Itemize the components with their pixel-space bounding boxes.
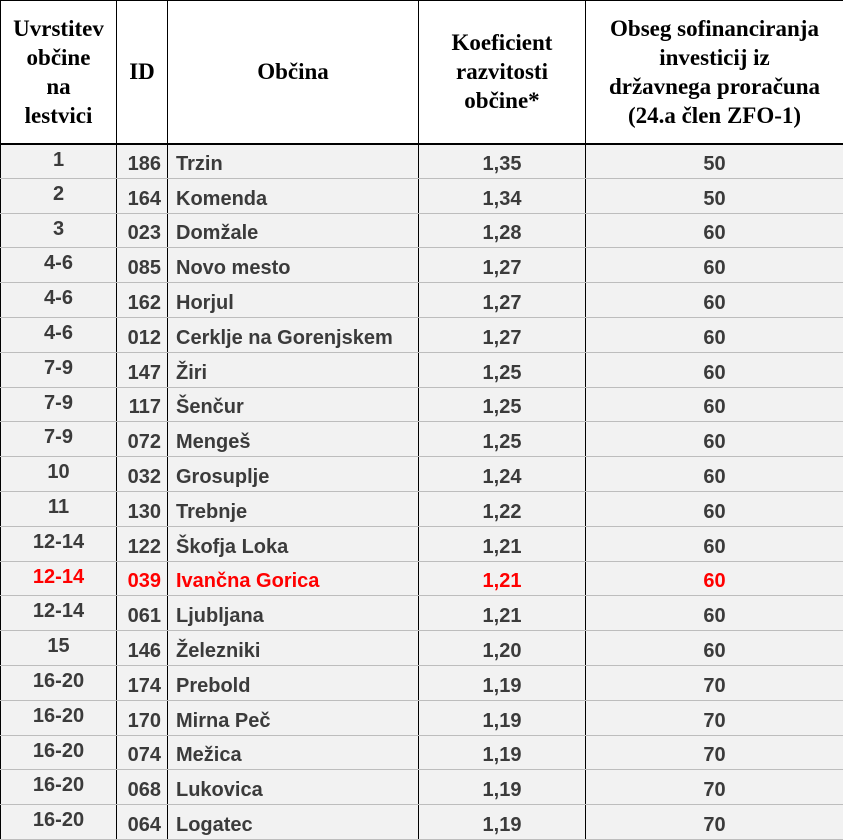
municipality-cell: Lukovica [168, 770, 419, 805]
table-row [1, 387, 843, 422]
id-cell: 023 [117, 213, 168, 248]
table-header-row [1, 1, 843, 144]
municipality-cell: Logatec [168, 805, 419, 840]
rank-cell: 16-20 [1, 735, 117, 770]
header-coefficient-line: Koeficient [422, 28, 582, 57]
cofinancing-cell: 70 [586, 700, 843, 735]
id-cell: 146 [117, 631, 168, 666]
table-row [1, 178, 843, 213]
municipality-cell: Grosuplje [168, 457, 419, 492]
municipality-cell: Ljubljana [168, 596, 419, 631]
municipality-cell: Komenda [168, 178, 419, 213]
coefficient-cell: 1,27 [419, 248, 586, 283]
id-cell: 074 [117, 735, 168, 770]
municipality-cell: Trzin [168, 144, 419, 179]
cofinancing-cell: 70 [586, 805, 843, 840]
id-cell: 186 [117, 144, 168, 179]
table-row [1, 596, 843, 631]
table-row [1, 317, 843, 352]
municipality-cell: Mengeš [168, 422, 419, 457]
table-row [1, 770, 843, 805]
coefficient-cell: 1,27 [419, 317, 586, 352]
header-rank-line: Uvrstitev [4, 14, 113, 43]
rank-cell: 7-9 [1, 352, 117, 387]
id-cell: 130 [117, 491, 168, 526]
rank-cell: 4-6 [1, 248, 117, 283]
table-row [1, 735, 843, 770]
cofinancing-cell: 60 [586, 283, 843, 318]
cofinancing-cell: 60 [586, 213, 843, 248]
rank-cell: 11 [1, 491, 117, 526]
rank-cell: 16-20 [1, 770, 117, 805]
table-row [1, 631, 843, 666]
id-cell: 164 [117, 178, 168, 213]
header-municipality: Občina [168, 1, 419, 144]
header-cofinancing-line: (24.a člen ZFO-1) [589, 101, 840, 130]
municipality-cell: Cerklje na Gorenjskem [168, 317, 419, 352]
table-row [1, 457, 843, 492]
header-cofinancing-line: državnega proračuna [589, 72, 840, 101]
table-row [1, 352, 843, 387]
id-cell: 117 [117, 387, 168, 422]
coefficient-cell: 1,19 [419, 805, 586, 840]
header-rank-line: občine [4, 43, 113, 72]
id-cell: 064 [117, 805, 168, 840]
rank-cell: 7-9 [1, 422, 117, 457]
rank-cell: 15 [1, 631, 117, 666]
coefficient-cell: 1,19 [419, 700, 586, 735]
municipality-cell: Mirna Peč [168, 700, 419, 735]
id-cell: 170 [117, 700, 168, 735]
municipality-cell: Mežica [168, 735, 419, 770]
rank-cell: 16-20 [1, 805, 117, 840]
id-cell: 122 [117, 526, 168, 561]
id-cell: 072 [117, 422, 168, 457]
municipality-cell: Žiri [168, 352, 419, 387]
header-rank-line: lestvici [4, 101, 113, 130]
rank-cell: 12-14 [1, 526, 117, 561]
municipality-cell: Domžale [168, 213, 419, 248]
coefficient-cell: 1,27 [419, 283, 586, 318]
rank-cell: 2 [1, 178, 117, 213]
coefficient-cell: 1,20 [419, 631, 586, 666]
table-row [1, 491, 843, 526]
coefficient-cell: 1,24 [419, 457, 586, 492]
cofinancing-cell: 60 [586, 491, 843, 526]
header-coefficient-line: občine* [422, 86, 582, 115]
cofinancing-cell: 70 [586, 770, 843, 805]
header-rank [1, 1, 117, 144]
id-cell: 012 [117, 317, 168, 352]
coefficient-cell: 1,25 [419, 422, 586, 457]
table-row [1, 665, 843, 700]
rank-cell: 12-14 [1, 561, 117, 596]
cofinancing-cell: 50 [586, 178, 843, 213]
coefficient-cell: 1,22 [419, 491, 586, 526]
table-row [1, 213, 843, 248]
cofinancing-cell: 70 [586, 665, 843, 700]
cofinancing-cell: 60 [586, 248, 843, 283]
coefficient-cell: 1,19 [419, 665, 586, 700]
coefficient-cell: 1,25 [419, 352, 586, 387]
table-row [1, 144, 843, 179]
coefficient-cell: 1,28 [419, 213, 586, 248]
table-row [1, 283, 843, 318]
municipality-cell: Škofja Loka [168, 526, 419, 561]
table-row [1, 526, 843, 561]
table-row [1, 561, 843, 596]
municipality-cell: Šenčur [168, 387, 419, 422]
rank-cell: 12-14 [1, 596, 117, 631]
municipality-cell: Horjul [168, 283, 419, 318]
coefficient-cell: 1,19 [419, 735, 586, 770]
cofinancing-cell: 60 [586, 561, 843, 596]
id-cell: 174 [117, 665, 168, 700]
header-rank-line: na [4, 72, 113, 101]
id-cell: 061 [117, 596, 168, 631]
rank-cell: 10 [1, 457, 117, 492]
cofinancing-cell: 60 [586, 387, 843, 422]
cofinancing-cell: 50 [586, 144, 843, 179]
municipality-cell: Ivančna Gorica [168, 561, 419, 596]
cofinancing-cell: 60 [586, 422, 843, 457]
header-coefficient-line: razvitosti [422, 57, 582, 86]
cofinancing-cell: 70 [586, 735, 843, 770]
rank-cell: 16-20 [1, 665, 117, 700]
coefficient-cell: 1,19 [419, 770, 586, 805]
rank-cell: 4-6 [1, 283, 117, 318]
cofinancing-cell: 60 [586, 526, 843, 561]
table-row [1, 700, 843, 735]
municipality-cell: Prebold [168, 665, 419, 700]
coefficient-cell: 1,34 [419, 178, 586, 213]
table-row [1, 805, 843, 840]
coefficient-cell: 1,35 [419, 144, 586, 179]
id-cell: 039 [117, 561, 168, 596]
header-cofinancing-line: investicij iz [589, 43, 840, 72]
municipality-cell: Železniki [168, 631, 419, 666]
coefficient-cell: 1,21 [419, 596, 586, 631]
rank-cell: 4-6 [1, 317, 117, 352]
id-cell: 162 [117, 283, 168, 318]
rank-cell: 7-9 [1, 387, 117, 422]
header-cofinancing-line: Obseg sofinanciranja [589, 14, 840, 43]
header-coefficient [419, 1, 586, 144]
rank-cell: 16-20 [1, 700, 117, 735]
coefficient-cell: 1,21 [419, 561, 586, 596]
coefficient-cell: 1,21 [419, 526, 586, 561]
rank-cell: 1 [1, 144, 117, 179]
id-cell: 068 [117, 770, 168, 805]
cofinancing-cell: 60 [586, 317, 843, 352]
header-cofinancing-scope [586, 1, 843, 144]
municipality-cell: Novo mesto [168, 248, 419, 283]
cofinancing-cell: 60 [586, 631, 843, 666]
municipality-cell: Trebnje [168, 491, 419, 526]
coefficient-cell: 1,25 [419, 387, 586, 422]
rank-cell: 3 [1, 213, 117, 248]
header-id: ID [117, 1, 168, 144]
table-row [1, 422, 843, 457]
cofinancing-cell: 60 [586, 352, 843, 387]
table-row [1, 248, 843, 283]
table-body [1, 144, 843, 840]
id-cell: 147 [117, 352, 168, 387]
cofinancing-cell: 60 [586, 457, 843, 492]
cofinancing-cell: 60 [586, 596, 843, 631]
id-cell: 085 [117, 248, 168, 283]
id-cell: 032 [117, 457, 168, 492]
